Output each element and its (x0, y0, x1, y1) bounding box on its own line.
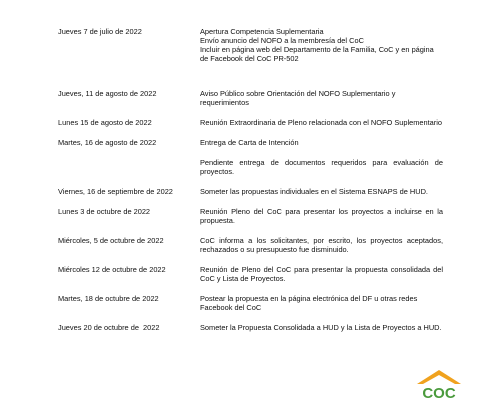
schedule-date: Martes, 16 de agosto de 2022 (58, 138, 157, 147)
description-line: Pendiente entrega de documentos requeridos para evaluación de proyectos. (200, 158, 443, 176)
coc-logo-graphic (414, 367, 464, 400)
description-line: CoC informa a los solicitantes, por escrito, los proyectos aceptados, rechazados o su presupuesto fue disminuido. (200, 236, 443, 254)
schedule-date: Jueves 7 de julio de 2022 (58, 27, 142, 36)
schedule-description (200, 265, 443, 283)
schedule-date: Jueves, 11 de agosto de 2022 (58, 89, 157, 98)
schedule-date: Martes, 18 de octubre de 2022 (58, 294, 159, 303)
description-line: Apertura Competencia Suplementaria (200, 27, 324, 36)
schedule-description (200, 207, 443, 225)
description-line: Reunión Extraordinaria de Pleno relacionada con el NOFO Suplementario (200, 118, 442, 127)
description-line: Envío anuncio del NOFO a la membresía del CoC (200, 36, 364, 45)
schedule-row (58, 236, 443, 254)
schedule-description (200, 187, 443, 196)
schedule-row (58, 27, 443, 63)
schedule-description (200, 118, 443, 127)
schedule-row (58, 187, 443, 196)
schedule-row (58, 138, 443, 176)
schedule-description (200, 138, 443, 176)
schedule-description (200, 27, 443, 63)
description-line: Reunión de Pleno del CoC para presentar la propuesta consolidada del CoC y Lista de Proyectos. (200, 265, 443, 283)
schedule-date: Miércoles, 5 de octubre de 2022 (58, 236, 164, 245)
description-line: Someter la Propuesta Consolidada a HUD y la Lista de Proyectos a HUD. (200, 323, 442, 332)
schedule-description (200, 323, 443, 332)
coc-logo-text: COC (422, 385, 456, 400)
schedule-description (200, 294, 443, 312)
schedule-date: Lunes 15 de agosto de 2022 (58, 118, 152, 127)
schedule-date: Viernes, 16 de septiembre de 2022 (58, 187, 173, 196)
coc-logo (414, 367, 464, 400)
description-line: Reunión Pleno del CoC para presentar los proyectos a incluirse en la propuesta. (200, 207, 443, 225)
description-line: Aviso Público sobre Orientación del NOFO Suplementario y requerimientos (200, 89, 396, 107)
schedule-date: Jueves 20 de octubre de 2022 (58, 323, 160, 332)
schedule-row (58, 89, 443, 107)
schedule-description (200, 89, 443, 107)
schedule-row (58, 265, 443, 283)
description-line: Incluir en página web del Departamento de la Familia, CoC y en página de Facebook del CoC PR-502 (200, 45, 434, 63)
schedule-date: Miércoles 12 de octubre de 2022 (58, 265, 166, 274)
schedule-table (58, 27, 443, 332)
schedule-row (58, 118, 443, 127)
description-line: Postear la propuesta en la página electrónica del DF u otras redes Facebook del CoC (200, 294, 418, 312)
schedule-row (58, 323, 443, 332)
schedule-row (58, 207, 443, 225)
description-line: Someter las propuestas individuales en el Sistema ESNAPS de HUD. (200, 187, 428, 196)
schedule-description (200, 236, 443, 254)
schedule-date: Lunes 3 de octubre de 2022 (58, 207, 151, 216)
description-line: Entrega de Carta de Intención (200, 138, 299, 147)
schedule-row (58, 294, 443, 312)
